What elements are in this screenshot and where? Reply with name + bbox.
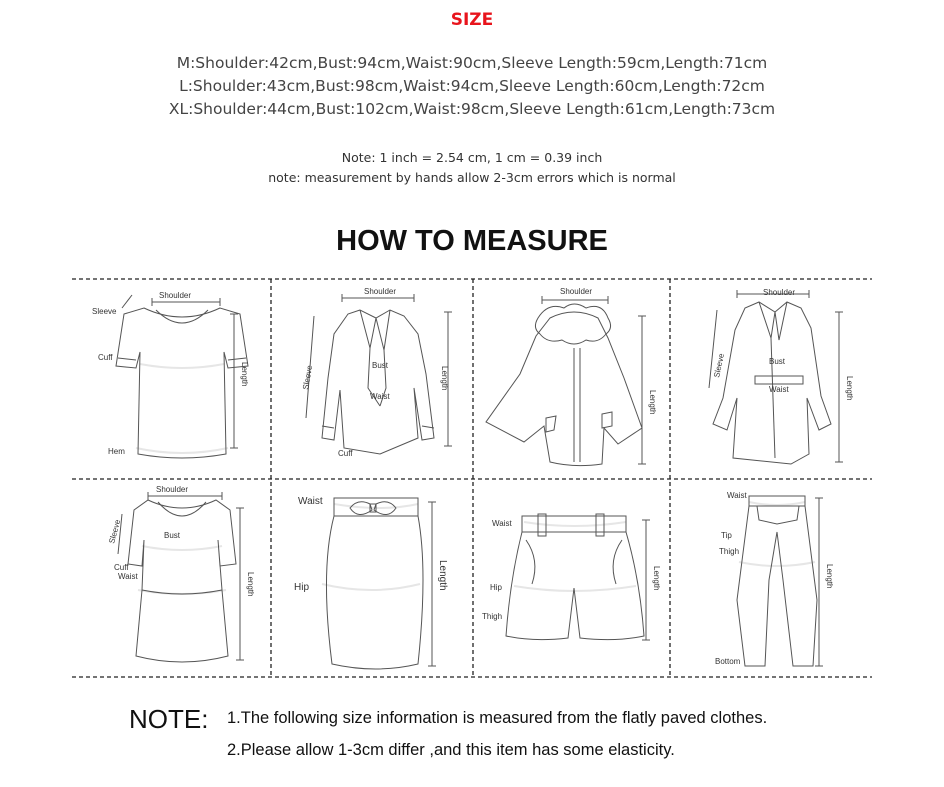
tshirt-hem-label: Hem [108,447,125,456]
pants-waist-label: Waist [727,491,747,500]
dress-waist-label: Waist [118,572,138,581]
pants-bottom-label: Bottom [715,657,741,666]
pants-diagram [671,480,872,677]
cape-shoulder-label: Shoulder [560,287,593,296]
pants-length-label: Length [825,564,834,589]
coat-waist-label: Waist [769,385,789,394]
blazer-sleeve-label: Sleeve [301,364,315,391]
shorts-length-label: Length [652,566,661,591]
dress-length-label: Length [246,572,255,597]
skirt-hip-label: Hip [294,582,310,593]
skirt-diagram [272,480,472,677]
cape-length-label: Length [648,390,657,415]
shorts-thigh-label: Thigh [482,612,503,621]
error-margin-note: note: measurement by hands allow 2-3cm errors which is normal [268,170,676,185]
how-to-measure-title: HOW TO MEASURE [336,225,608,257]
footer-note-line-2: 2.Please allow 1-3cm differ ,and this item has some elasticity. [227,741,675,759]
shorts-hip-label: Hip [490,583,503,592]
footer-note-heading: NOTE: [129,704,209,734]
cape-diagram [474,278,670,478]
pants-thigh-label: Thigh [719,547,740,556]
blazer-cuff-label: Cuff [338,449,353,458]
shorts-waist-label: Waist [492,519,512,528]
dress-diagram [72,480,271,677]
size-list [0,52,944,121]
coat-sleeve-label: Sleeve [712,352,727,379]
blazer-waist-label: Waist [370,392,390,401]
dress-bust-label: Bust [164,531,181,540]
coat-shoulder-label: Shoulder [763,288,796,297]
coat-bust-label: Bust [769,357,786,366]
blazer-bust-label: Bust [372,361,389,370]
tshirt-sleeve-label: Sleeve [92,307,117,316]
unit-conversion-note: Note: 1 inch = 2.54 cm, 1 cm = 0.39 inch [341,150,603,165]
pants-tip-label: Tip [721,531,732,540]
size-row-m: M:Shoulder:42cm,Bust:94cm,Waist:90cm,Sleeve Length:59cm,Length:71cm [176,54,768,72]
size-title: SIZE [450,10,494,30]
size-row-l: L:Shoulder:43cm,Bust:98cm,Waist:94cm,Sleeve Length:60cm,Length:72cm [179,77,765,95]
tshirt-cuff-label: Cuff [98,353,113,362]
footer-note-line-1: 1.The following size information is measured from the flatly paved clothes. [227,709,768,727]
blazer-diagram [272,278,472,478]
tshirt-shoulder-label: Shoulder [159,291,192,300]
skirt-waist-label: Waist [298,496,323,507]
shorts-diagram [474,480,670,677]
size-row-xl: XL:Shoulder:44cm,Bust:102cm,Waist:98cm,Sleeve Length:61cm,Length:73cm [168,100,776,118]
blazer-length-label: Length [440,366,449,391]
dress-cuff-label: Cuff [114,563,129,572]
measurement-notes [0,148,944,188]
coat-length-label: Length [845,376,854,401]
tshirt-length-label: Length [240,362,249,387]
dress-shoulder-label: Shoulder [156,485,189,494]
coat-diagram [671,278,872,478]
blazer-shoulder-label: Shoulder [364,287,397,296]
tshirt-diagram [72,278,271,478]
dress-sleeve-label: Sleeve [107,518,123,545]
measure-diagram-grid [72,278,872,678]
skirt-length-label: Length [437,560,448,591]
